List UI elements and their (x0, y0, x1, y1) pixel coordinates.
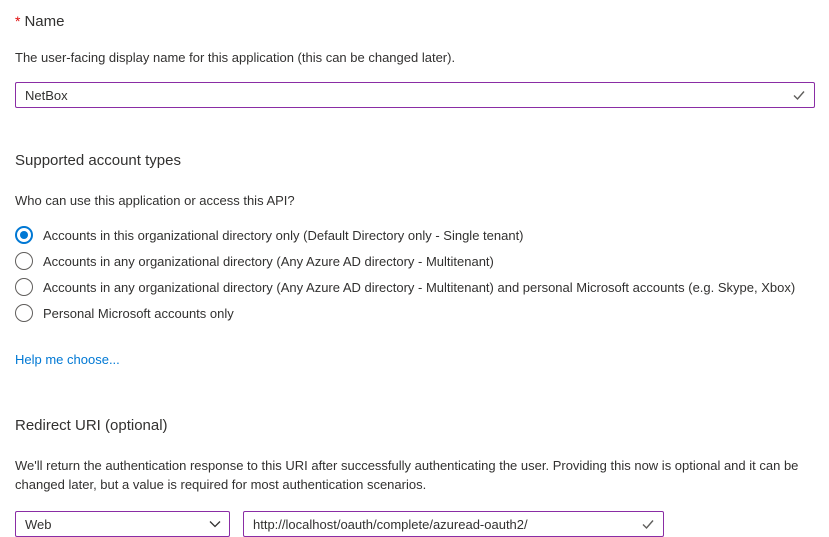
name-section-title: Name (24, 13, 65, 30)
name-input-container (15, 82, 815, 108)
account-types-radio-group (15, 222, 815, 326)
redirect-uri-title: Redirect URI (optional) (15, 417, 168, 434)
redirect-uri-input-container (243, 511, 664, 537)
radio-option-single-tenant[interactable] (15, 222, 815, 248)
account-types-title: Supported account types (15, 152, 181, 169)
redirect-uri-row (15, 511, 815, 537)
radio-option-label: Accounts in this organizational directory only (Default Directory only - Single tenant) (43, 227, 524, 243)
radio-option-label: Accounts in any organizational directory (Any Azure AD directory - Multitenant) and personal Microsoft accounts (e.g. Skype, Xbox) (43, 279, 796, 295)
required-asterisk: * (15, 13, 21, 29)
radio-button-icon (15, 278, 33, 296)
radio-option-label: Accounts in any organizational directory (Any Azure AD directory - Multitenant) (43, 253, 494, 269)
name-description: The user-facing display name for this application (this can be changed later). (15, 50, 456, 65)
account-types-question: Who can use this application or access this API? (15, 193, 295, 208)
redirect-uri-section (15, 417, 815, 537)
redirect-uri-description: We'll return the authentication response to this URI after successfully authenticating the user. Providing this now is optional and it can be changed later, but a value is required for most authentication scenarios. (15, 458, 799, 492)
platform-select-value: Web (25, 516, 52, 532)
name-input[interactable] (15, 82, 815, 108)
radio-button-icon (15, 252, 33, 270)
radio-option-label: Personal Microsoft accounts only (43, 305, 234, 321)
radio-option-multitenant[interactable] (15, 248, 815, 274)
help-me-choose-link[interactable]: Help me choose... (15, 352, 120, 367)
account-types-section (15, 152, 815, 369)
radio-option-personal-only[interactable] (15, 300, 815, 326)
platform-select-container (15, 511, 230, 537)
name-section-header (15, 10, 815, 31)
platform-select[interactable] (15, 511, 230, 537)
radio-option-multitenant-personal[interactable] (15, 274, 815, 300)
radio-button-icon (15, 226, 33, 244)
radio-button-icon (15, 304, 33, 322)
redirect-uri-input[interactable] (243, 511, 664, 537)
